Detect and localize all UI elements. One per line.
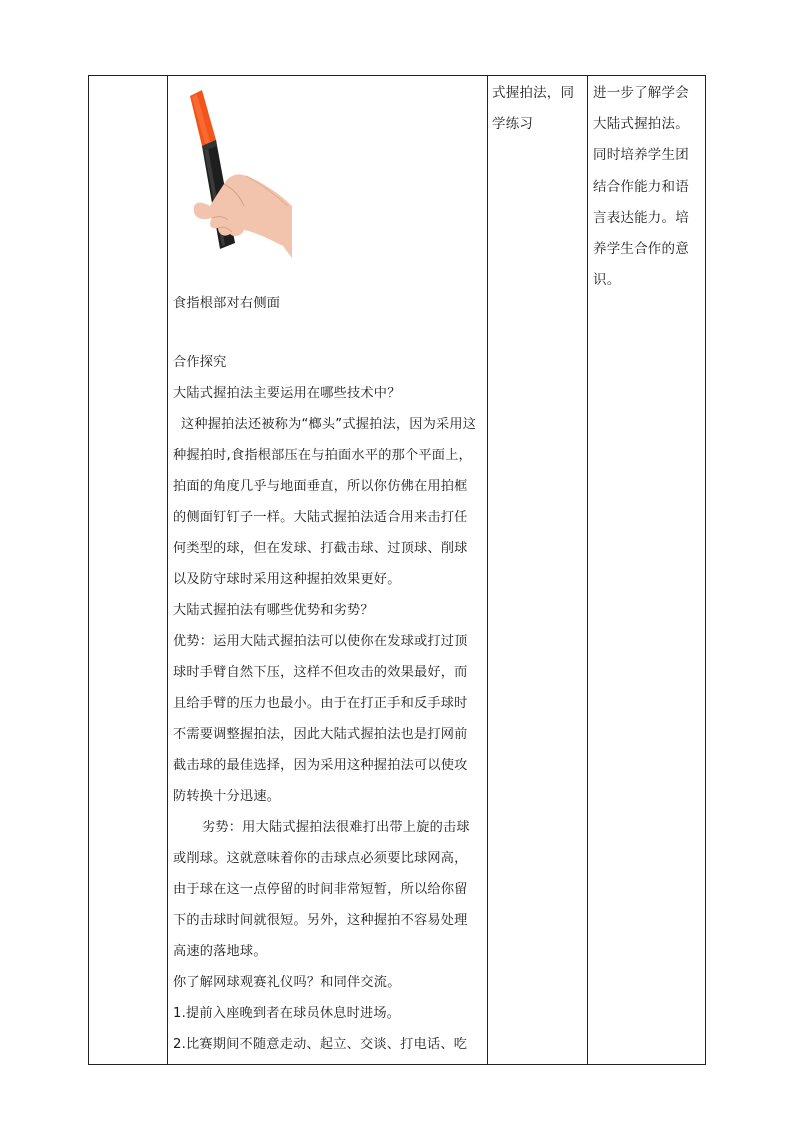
paragraph-line: 且给手臂的压力也最小。由于在打正手和反手球时 — [173, 696, 468, 711]
list-item: 2.比赛期间不随意走动、起立、交谈、打电话、吃 — [173, 1037, 468, 1052]
intent-line: 大陆式握拍法。 — [593, 116, 689, 133]
question-line: 大陆式握拍法有哪些优势和劣势？ — [173, 603, 374, 618]
activity-line: 学练习 — [492, 116, 534, 132]
intent-line: 进一步了解学会 — [593, 85, 689, 101]
photo-caption: 食指根部对右侧面 — [173, 296, 281, 311]
list-item: 1.提前入座晚到者在球员休息时进场。 — [173, 1006, 401, 1021]
intent-line: 结合作能力和语 — [593, 178, 689, 195]
paragraph-line: 截击球的最佳选择，因为采用这种握拍法可以使攻 — [173, 758, 468, 773]
paragraph-line: 种握拍时,食指根部压在与拍面水平的那个平面上， — [173, 448, 472, 463]
intent-cell — [593, 78, 703, 296]
empty-cell — [89, 78, 167, 1063]
paragraph-line: 防转换十分迅速。 — [173, 789, 281, 804]
intent-line: 同时培养学生团 — [593, 147, 689, 164]
paragraph-line: 优势：运用大陆式握拍法可以使你在发球或打过顶 — [173, 634, 468, 649]
column-divider — [167, 75, 168, 1065]
paragraph-line: 由于球在这一点停留的时间非常短暂，所以给你留 — [173, 882, 468, 897]
paragraph-line: 以及防守球时采用这种握拍效果更好。 — [173, 572, 401, 587]
column-divider — [487, 75, 488, 1065]
paragraph-line: 这种握拍法还被称为“榔头”式握拍法，因为采用这 — [181, 417, 477, 432]
question-line: 大陆式握拍法主要运用在哪些技术中？ — [173, 386, 401, 401]
intent-line: 养学生合作的意 — [593, 241, 689, 258]
paragraph-line: 拍面的角度几乎与地面垂直，所以你仿佛在用拍框 — [173, 479, 468, 494]
paragraph-line: 何类型的球，但在发球、打截击球、过顶球、削球 — [173, 541, 468, 556]
paragraph-line: 的侧面钉钉子一样。大陆式握拍法适合用来击打任 — [173, 510, 468, 525]
racket-grip-photo — [188, 88, 298, 266]
content-column — [173, 347, 476, 1060]
paragraph-line: 高速的落地球。 — [173, 944, 267, 959]
paragraph-line: 球时手臂自然下压，这样不但攻击的效果最好，而 — [173, 665, 468, 680]
paragraph-line: 劣势：用大陆式握拍法很难打出带上旋的击球 — [202, 820, 470, 835]
section-heading: 合作探究 — [173, 355, 227, 370]
column-divider — [587, 75, 588, 1065]
intent-line: 识。 — [593, 272, 621, 289]
activity-line: 式握拍法，同 — [492, 85, 575, 101]
question-line: 你了解网球观赛礼仪吗？和同伴交流。 — [173, 975, 401, 990]
paragraph-line: 或削球。这就意味着你的击球点必须要比球网高， — [173, 851, 468, 866]
intent-line: 言表达能力。培 — [593, 209, 689, 226]
paragraph-line: 下的击球时间就很短。另外，这种握拍不容易处理 — [173, 913, 468, 928]
activity-cell — [492, 78, 584, 140]
paragraph-line: 不需要调整握拍法，因此大陆式握拍法也是打网前 — [173, 727, 468, 742]
